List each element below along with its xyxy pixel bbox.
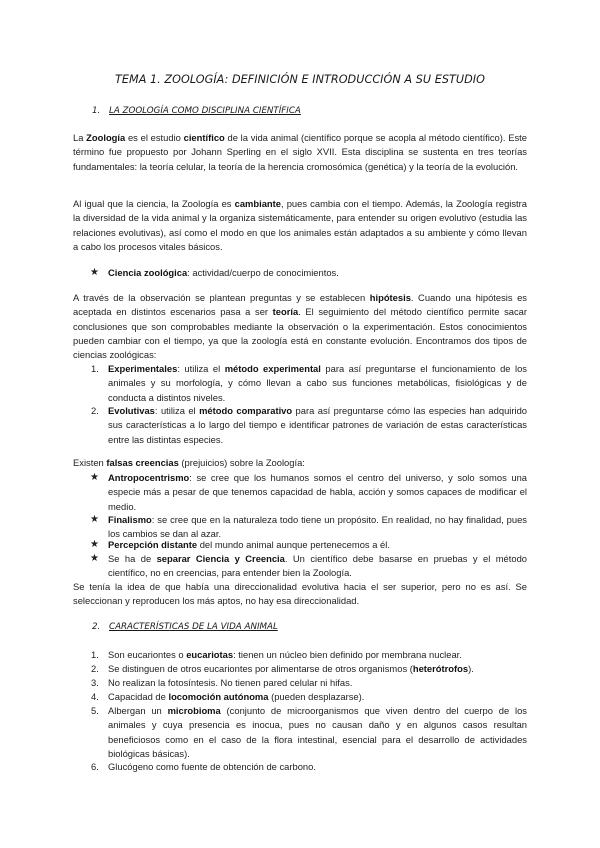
bold-term: Zoología (86, 132, 126, 143)
star-bullet-icon: ★ (90, 267, 99, 278)
bold-term: Ciencia zoológica (108, 267, 188, 278)
paragraph-hypothesis: A través de la observación se plantean preguntas y se establecen hipótesis. Cuando una hipótesis es aceptada en distintos escenarios pasa a ser teoría. El seguimiento del método científico permite sacar conclusiones que son comprobables mediante la observación o la experimentación. Estos conocimientos pueden cambiar con el tiempo, ya que la zoología está en constante evolución. Encontramos dos tipos de ciencias zoológicas: (73, 292, 527, 361)
paragraph-changing: Al igual que la ciencia, la Zoología es cambiante, pues cambia con el tiempo. Además, la Zoología registra la diversidad de la vida animal y la organiza sistemáticamente, para entender su origen evolutivo (estudia las relaciones evolutivas), así como el modo en que los animales están adaptados a su ambiente y cómo llevan a cabo los procesos vitales básicos. (73, 198, 527, 252)
section-title: CARACTERÍSTICAS DE LA VIDA ANIMAL (109, 622, 278, 632)
star-bullet-icon: ★ (90, 539, 99, 550)
list-item: ★ Ciencia zoológica: actividad/cuerpo de conocimientos. (93, 266, 527, 280)
section-title: LA ZOOLOGÍA COMO DISCIPLINA CIENTÍFICA (109, 106, 301, 116)
list-number: 6. (91, 761, 99, 772)
list-item: ★ Percepción distante del mundo animal aunque pertenecemos a él. (93, 538, 527, 552)
list-number: 1. (91, 649, 99, 660)
list-number: 2. (91, 663, 99, 674)
list-item: 4. Capacidad de locomoción autónoma (pueden desplazarse). (93, 690, 527, 704)
list-item: 1. Experimentales: utiliza el método experimental para así preguntarse el funcionamiento de los animales y su morfología, y cómo llevan a cabo sus funciones metabólicas, fisiológicas y de conducta a distintos niveles. (91, 363, 527, 403)
list-item: 1. Son eucariontes o eucariotas: tienen un núcleo bien definido por membrana nuclear. (93, 648, 527, 662)
list-item: 2. Se distinguen de otros eucariontes por alimentarse de otros organismos (heterótrofos). (93, 662, 527, 676)
section-heading-2 (92, 622, 278, 632)
paragraph-definition: La Zoología es el estudio científico de la vida animal (científico porque se acopla al método científico). Este término fue propuesto por Johann Sperling en el siglo XVII. Esta disciplina se sustenta en tres teorías fundamentales: la teoría celular, la teoría de la herencia cromosómica (genética) y la teoría de la evolución. (73, 132, 527, 172)
list-item: 2. Evolutivas: utiliza el método comparativo para así preguntarse cómo las especies han adquirido sus características a lo largo del tiempo e identificar patrones de variación de estas características entre las distintas especies. (91, 405, 527, 445)
list-item: ★ Se ha de separar Ciencia y Creencia. Un científico debe basarse en pruebas y el método científico, no en creencias, para entender bien la Zoología. (90, 553, 527, 579)
list-item: 5. Albergan un microbioma (conjunto de microorganismos que viven dentro del cuerpo de los animales y cuya presencia es inocua, pues no causan daño y en algunos casos resultan beneficiosos como en el caso de la flora intestinal, esencial para el desarrollo de actividades biológicas básicas). (91, 705, 527, 759)
list-number: 5. (91, 705, 99, 716)
list-number: 4. (91, 691, 99, 702)
bold-term: hipótesis (369, 292, 411, 303)
list-item: 3. No realizan la fotosíntesis. No tienen pared celular ni hifas. (93, 676, 527, 690)
section-heading-1 (92, 106, 301, 116)
paragraph-directionality: Se tenía la idea de que había una direccionalidad evolutiva hacia el ser superior, pero no es así. Se seleccionan y reproducen los más aptos, no hay esa direccionalidad. (73, 581, 527, 607)
list-number: 2. (91, 405, 99, 416)
list-item: ★ Finalismo: se cree que en la naturaleza todo tiene un propósito. En realidad, no hay finalidad, pues los cambios se dan al azar. (90, 514, 527, 540)
document-title: TEMA 1. ZOOLOGÍA: DEFINICIÓN E INTRODUCCIÓN A SU ESTUDIO (115, 73, 485, 86)
star-bullet-icon: ★ (90, 514, 99, 525)
list-number: 1. (91, 363, 99, 374)
section-number: 1. (92, 106, 101, 116)
star-bullet-icon: ★ (90, 553, 99, 564)
section-number: 2. (92, 622, 101, 632)
paragraph-beliefs-intro: Existen falsas creencias (prejuicios) sobre la Zoología: (73, 457, 305, 468)
list-item: ★ Antropocentrismo: se cree que los humanos somos el centro del universo, y solo somos una especie más a pesar de que tenemos capacidad de habla, acción y somos capaces de modificar el medio. (90, 472, 527, 512)
list-item: 6. Glucógeno como fuente de obtención de carbono. (93, 760, 527, 774)
bold-term: científico (183, 132, 225, 143)
bold-term: cambiante (234, 198, 281, 209)
star-bullet-icon: ★ (90, 472, 99, 483)
bold-term: teoría (272, 306, 299, 318)
bold-term: falsas creencias (106, 457, 179, 468)
list-number: 3. (91, 677, 99, 688)
